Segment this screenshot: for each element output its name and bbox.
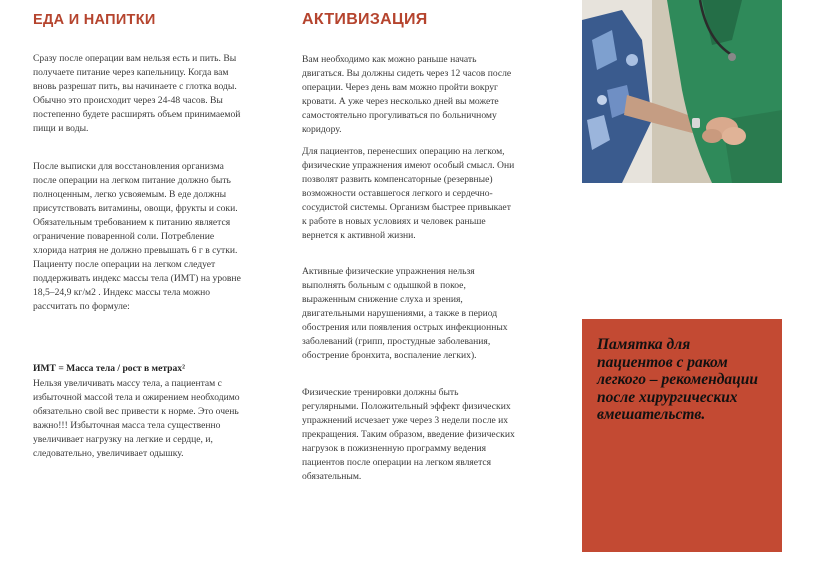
food-paragraph-3: Нельзя увеличивать массу тела, а пациентам с избыточной массой тела и ожирением необходимо обязательно свой вес привести к норме. Это очень важно!!! Избыточная масса тела существенно увеличивает нагрузку на легкие и сердце, и, следовательно, увеличивает одышку.	[33, 378, 240, 459]
food-paragraph-1: Сразу после операции вам нельзя есть и пить. Вы получаете питание через капельницу. Когда вам вновь разрешат пить, вы начинаете с глотка воды. Обычно это происходит через 24-48 часов. Вы постепенно будете расширять объем принимаемой пищи и воды.	[33, 53, 241, 134]
activation-paragraph-2: Для пациентов, перенесших операцию на легком, физические упражнения имеют особый смысл. Они позволят развить компенсаторные (резервные) возможности оставшегося легкого и сердечно-сосудистой системы. Организм быстрее привыкает к работе в новых условиях и человек раньше вернется к активной жизни.	[302, 146, 515, 241]
brochure-title: Памятка для пациентов с раком легкого – рекомендации после хирургических вмешательств.	[597, 336, 759, 423]
activation-paragraph-1: Вам необходимо как можно раньше начать двигаться. Вы должны сидеть через 12 часов после операции. Через день вам можно пройти вокруг кровати. А уже через несколько дней вы можете самостоятельно прогуливаться по больничному коридору.	[302, 54, 512, 135]
activation-paragraph-4: Физические тренировки должны быть регулярными. Положительный эффект физических упражнений исчезает уже через 3 недели после их прекращения. Таким образом, введение физических нагрузок в пожизненную программу ведения пациентов после операции на легком является обязательным.	[302, 387, 515, 482]
food-heading: ЕДА И НАПИТКИ	[33, 12, 156, 28]
food-paragraph-2: После выписки для восстановления организма после операции на легком питание должно быть полноценным, легко усвояемым. В еде должны присутствовать витамины, овощи, фрукты и соки. Обязательным требованием к питанию является ограничение поваренной соли. Потребление хлорида натрия не должно превышать 6 г в сутки. Пациенту после операции на легком следует поддерживать индекс массы тела (ИМТ) на уровне 18,5–24,9 кг/м2 . Индекс массы тела можно рассчитать по формуле:	[33, 161, 241, 312]
bmi-formula: ИМТ = Масса тела / рост в метрах²	[33, 363, 185, 374]
activation-heading: АКТИВИЗАЦИЯ	[302, 11, 428, 28]
activation-paragraph-3: Активные физические упражнения нельзя выполнять больным с одышкой в покое, выраженным снижение слуха и зрения, двигательными нарушениями, а также в период обострения или появления острых инфекционных заболеваний (грипп, простудные заболевания, обострение бронхита, воспаление легких).	[302, 266, 508, 361]
brochure-cover-box	[582, 319, 782, 552]
caregiver-holding-hands-photo	[582, 0, 782, 183]
